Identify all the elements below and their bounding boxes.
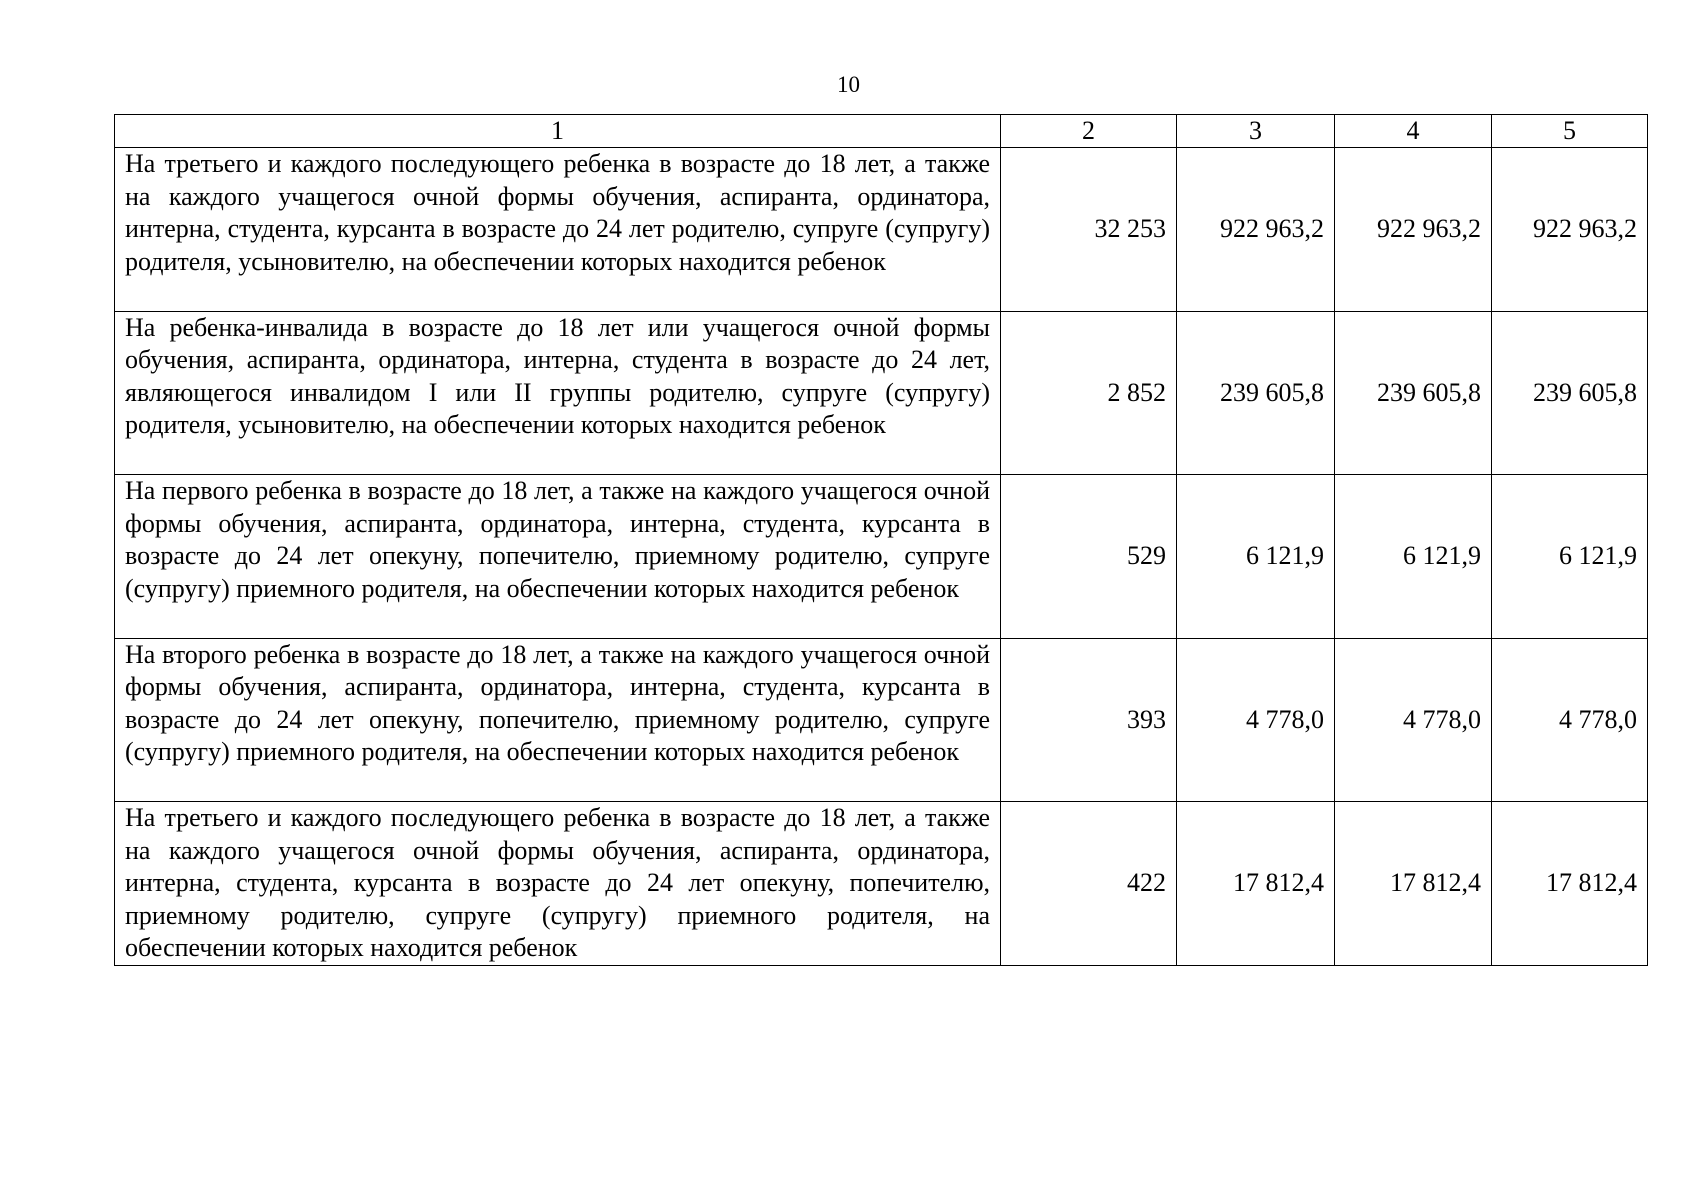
column-header-2: 2 <box>1001 115 1177 148</box>
row-value-col4: 922 963,2 <box>1335 148 1492 312</box>
row-value-col3: 17 812,4 <box>1177 802 1335 966</box>
row-description: На второго ребенка в возрасте до 18 лет, а также на каждого учащегося очной формы обучения, аспиранта, ординатора, интерна, студента, курсанта в возрасте до 24 лет опекуну, попечителю, приемному родителю, супруге (супругу) приемного родителя, на обеспечении которых находится ребенок <box>115 638 1001 802</box>
column-header-1: 1 <box>115 115 1001 148</box>
row-value-col3: 6 121,9 <box>1177 475 1335 639</box>
row-value-col2: 422 <box>1001 802 1177 966</box>
column-header-3: 3 <box>1177 115 1335 148</box>
table-row <box>115 148 1648 312</box>
row-value-col5: 922 963,2 <box>1492 148 1648 312</box>
row-description: На третьего и каждого последующего ребенка в возрасте до 18 лет, а также на каждого учащегося очной формы обучения, аспиранта, ординатора, интерна, студента, курсанта в возрасте до 24 лет опекуну, попечителю, приемному родителю, супруге (супругу) приемного родителя, на обеспечении которых находится ребенок <box>115 802 1001 966</box>
row-value-col4: 239 605,8 <box>1335 311 1492 475</box>
row-value-col5: 4 778,0 <box>1492 638 1648 802</box>
table-row <box>115 638 1648 802</box>
column-header-5: 5 <box>1492 115 1648 148</box>
row-value-col2: 2 852 <box>1001 311 1177 475</box>
row-description: На ребенка-инвалида в возрасте до 18 лет или учащегося очной формы обучения, аспиранта, ординатора, интерна, студента в возрасте до 24 лет, являющегося инвалидом I или II группы родителю, супруге (супругу) родителя, усыновителю, на обеспечении которых находится ребенок <box>115 311 1001 475</box>
table-row <box>115 802 1648 966</box>
row-value-col5: 239 605,8 <box>1492 311 1648 475</box>
row-value-col5: 6 121,9 <box>1492 475 1648 639</box>
row-value-col4: 17 812,4 <box>1335 802 1492 966</box>
table-row <box>115 311 1648 475</box>
row-value-col3: 4 778,0 <box>1177 638 1335 802</box>
row-value-col2: 393 <box>1001 638 1177 802</box>
data-table <box>114 114 1648 966</box>
row-value-col2: 529 <box>1001 475 1177 639</box>
row-value-col2: 32 253 <box>1001 148 1177 312</box>
row-value-col4: 4 778,0 <box>1335 638 1492 802</box>
row-value-col4: 6 121,9 <box>1335 475 1492 639</box>
row-description: На третьего и каждого последующего ребенка в возрасте до 18 лет, а также на каждого учащегося очной формы обучения, аспиранта, ординатора, интерна, студента, курсанта в возрасте до 24 лет родителю, супруге (супругу) родителя, усыновителю, на обеспечении которых находится ребенок <box>115 148 1001 312</box>
page-number: 10 <box>837 72 860 97</box>
row-value-col5: 17 812,4 <box>1492 802 1648 966</box>
row-description: На первого ребенка в возрасте до 18 лет, а также на каждого учащегося очной формы обучения, аспиранта, ординатора, интерна, студента, курсанта в возрасте до 24 лет опекуну, попечителю, приемному родителю, супруге (супругу) приемного родителя, на обеспечении которых находится ребенок <box>115 475 1001 639</box>
column-header-4: 4 <box>1335 115 1492 148</box>
table-row <box>115 475 1648 639</box>
row-value-col3: 922 963,2 <box>1177 148 1335 312</box>
table-header-row <box>115 115 1648 148</box>
row-value-col3: 239 605,8 <box>1177 311 1335 475</box>
